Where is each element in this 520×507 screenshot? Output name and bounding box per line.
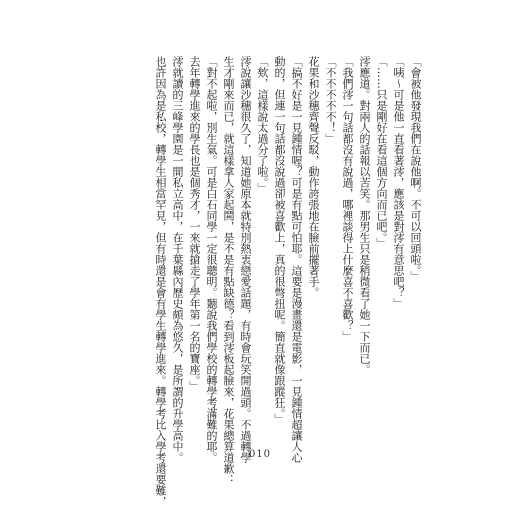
text-line: 「我們澪一句話都沒有說過，哪裡談得上什麼喜不喜歡？」 [341,56,354,342]
text-line: 也許因為是私校，轉學生相當罕見，但有時還是會有學生轉學進來。轉學考比入學考還要難， [154,56,167,507]
text-line: 「對不起啦，別生氣。可是白石同學一定很聰明。聽說我們學校的轉學考滿難的耶。 [205,56,218,463]
text-line: 去年轉學進來的學長也是個秀才，一來就搶走了學年第一名的寶座。」 [188,56,201,392]
text-line: 花果和沙穗齊聲反駁，動作誇張地在臉前擺著手。 [307,56,320,298]
text-line: 「會被他發現我們在說他啊。不可以回頭啦。」 [409,56,422,282]
text-line: 澪就讀的三峰學園是一間私立高中，在千葉縣內歷史頗為悠久，是所謂的升學高中。 [171,56,184,463]
text-line: 「咦～可是他一直看著澪，應該是對澪有意思吧？」 [392,56,405,309]
text-line: 生才剛來而已，就這樣拿人家起鬨，是不是有點缺德？看到澪板起臉來，花果總算道歉： [222,56,235,485]
text-line: 「搞不好是一見鍾情喔？可是有點可怕耶。這要是漫畫還是電影，一見鍾情超讓人心 [290,56,303,463]
text-line: 澪應道。對兩人的話報以苦笑。那男生只是稍微看了她一下而已。 [358,56,371,375]
text-line: 「……只是剛好在看這個方向而已吧。」 [375,56,388,249]
text-line: 澪說讓沙穗很久了，知道她原本就特別熱衷戀愛話題，有時會玩笑開過頭。不過轉學 [239,56,252,463]
page-number: 010 [248,449,272,460]
text-line: 「欸，這樣說太過分了啦。」 [256,56,269,194]
text-line: 動的，但連一句話都沒說過卻被喜歡上，真的很彆扭呢。簡直就像跟蹤狂。」 [273,56,286,425]
text-line: 「不不不不不！」 [324,56,337,144]
